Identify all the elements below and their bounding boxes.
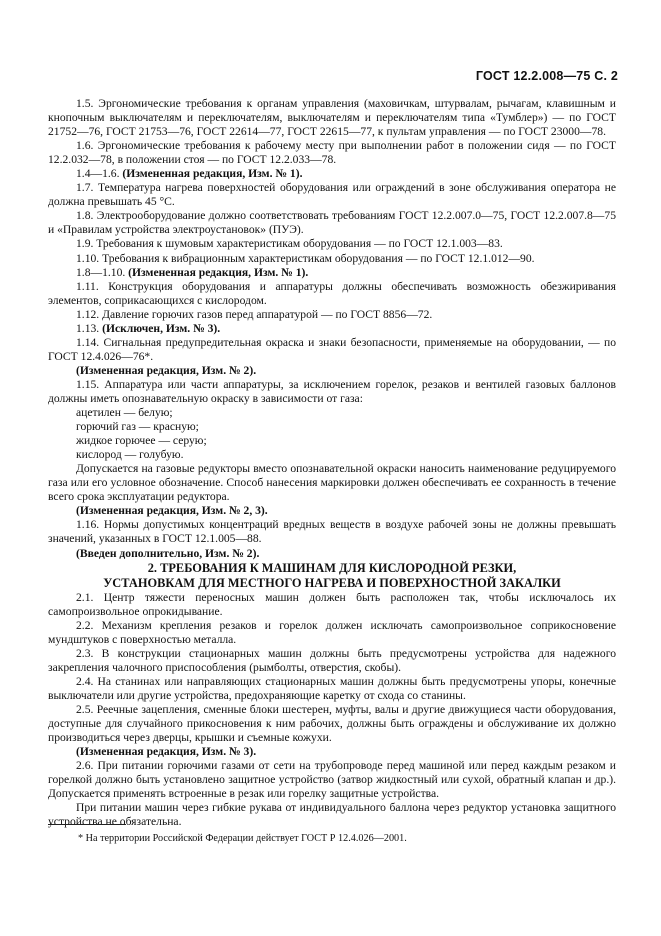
revision-note-1-16: (Введен дополнительно, Изм. № 2).: [76, 546, 260, 560]
paragraph-prefix: 1.13.: [76, 321, 103, 335]
paragraph-1-15: 1.15. Аппаратура или части аппаратуры, за исключением горелок, резаков и вентилей газовых баллонов должны иметь опознавательную окраску в зависимости от газа:: [48, 377, 616, 405]
paragraph-1-7: 1.7. Температура нагрева поверхностей оборудования или ограждений в зоне обслуживания оператора не должна превышать 45 °С.: [48, 181, 616, 209]
footnote: * На территории Российской Федерации действует ГОСТ Р 12.4.026—2001.: [78, 833, 407, 844]
paragraph-1-16: 1.16. Нормы допустимых концентраций вредных веществ в воздухе рабочей зоны не должны превышать значений, указанных в ГОСТ 12.1.005—88.: [48, 518, 616, 546]
paragraph-2-2: 2.2. Механизм крепления резаков и горелок должен исключать самопроизвольное соприкосновение мундштуков с поверхностью металла.: [48, 618, 616, 646]
paragraph-2-1: 2.1. Центр тяжести переносных машин должен быть расположен так, чтобы исключалось их самопроизвольное опрокидывание.: [48, 590, 616, 618]
gas-list-item: горючий газ — красную;: [76, 420, 199, 434]
paragraph-2-3: 2.3. В конструкции стационарных машин должны быть предусмотрены устройства для надежного закрепления чалочного приспособления (рымболты, отверстия, скобы).: [48, 646, 616, 674]
paragraph-2-4: 2.4. На станинах или направляющих стационарных машин должны быть предусмотрены упоры, конечные выключатели или другие устройства, предохраняющие каретку от схода со станины.: [48, 674, 616, 702]
paragraph-1-9: 1.9. Требования к шумовым характеристикам оборудования — по ГОСТ 12.1.003—83.: [76, 237, 503, 251]
footnote-divider: [48, 824, 126, 825]
revision-prefix: 1.8—1.10.: [76, 265, 129, 279]
paragraph-1-15-note: Допускается на газовые редукторы вместо опознавательной окраски наносить наименование редуцируемого газа или его условное обозначение. Способ нанесения маркировки должен обеспечивать ее сохранность в течение всего срока эксплуатации редуктора.: [48, 462, 616, 504]
section-2-title: [48, 561, 616, 591]
revision-label: (Измененная редакция, Изм. № 1).: [122, 167, 303, 181]
paragraph-1-8: 1.8. Электрооборудование должно соответствовать требованиям ГОСТ 12.2.007.0—75, ГОСТ 12.2.007.8—75 и «Правилам устройства электроустановок» (ПУЭ).: [48, 209, 616, 237]
gas-list-item: кислород — голубую.: [76, 448, 184, 462]
paragraph-1-10: 1.10. Требования к вибрационным характеристикам оборудования — по ГОСТ 12.1.012—90.: [76, 251, 535, 265]
revision-prefix: 1.4—1.6.: [76, 167, 123, 181]
revision-note-1-15: (Измененная редакция, Изм. № 2, 3).: [76, 504, 268, 518]
section-title-line: 2. ТРЕБОВАНИЯ К МАШИНАМ ДЛЯ КИСЛОРОДНОЙ РЕЗКИ,: [147, 560, 517, 575]
paragraph-1-12: 1.12. Давление горючих газов перед аппаратурой — по ГОСТ 8856—72.: [76, 307, 433, 321]
paragraph-1-14: 1.14. Сигнальная предупредительная окраска и знаки безопасности, применяемые на оборудовании, — по ГОСТ 12.4.026—76*.: [48, 335, 616, 363]
paragraph-2-5: 2.5. Реечные зацепления, сменные блоки шестерен, муфты, валы и другие движущиеся части оборудования, доступные для случайного прикосновения к ним рабочих, должны быть ограждены и обслуживание их должно производиться через дверцы, крышки и съемные кожухи.: [48, 702, 616, 745]
section-title-line: УСТАНОВКАМ ДЛЯ МЕСТНОГО НАГРЕВА И ПОВЕРХНОСТНОЙ ЗАКАЛКИ: [103, 575, 561, 590]
revision-note-1-8-1-10: [48, 266, 616, 280]
paragraph-1-13: [48, 322, 616, 336]
revision-note-1-14: (Измененная редакция, Изм. № 2).: [76, 363, 257, 377]
gas-list-item: ацетилен — белую;: [76, 406, 173, 420]
gas-list-item: жидкое горючее — серую;: [76, 434, 207, 448]
document-body: [48, 97, 616, 829]
page-header: ГОСТ 12.2.008—75 С. 2: [475, 69, 618, 83]
revision-note-2-5: (Измененная редакция, Изм. № 3).: [76, 745, 257, 759]
paragraph-1-5: 1.5. Эргономические требования к органам управления (маховичкам, штурвалам, рычагам, клавишным и кнопочным выключателям и переключателям, выключателям и переключателям типа «Тумблер») — по ГОСТ 21752—76, ГОСТ 21753—76, ГОСТ 22614—77, ГОСТ 22615—77, к пультам управления — по ГОСТ 23000—78.: [48, 97, 616, 139]
paragraph-2-6: 2.6. При питании горючими газами от сети на трубопроводе перед машиной или перед каждым резаком и горелкой должно быть установлено защитное устройство (затвор жидкостный или сухой, обратный клапан и др.). Допускается применять встроенные в резак или горелку защитные устройства.: [48, 759, 616, 801]
paragraph-1-6: 1.6. Эргономические требования к рабочему месту при выполнении работ в положении сидя — по ГОСТ 12.2.032—78, в положении стоя — по ГОСТ 12.2.033—78.: [48, 139, 616, 167]
paragraph-2-6-note: При питании машин через гибкие рукава от индивидуального баллона через редуктор установка защитного устройства не обязательна.: [48, 801, 616, 829]
revision-note-1-4-1-6: [48, 167, 616, 181]
excluded-label: (Исключен, Изм. № 3).: [102, 321, 221, 335]
revision-label: (Измененная редакция, Изм. № 1).: [128, 265, 309, 279]
paragraph-1-11: 1.11. Конструкция оборудования и аппаратуры должны обеспечивать возможность обезжиривания элементов, соприкасающихся с кислородом.: [48, 279, 616, 307]
